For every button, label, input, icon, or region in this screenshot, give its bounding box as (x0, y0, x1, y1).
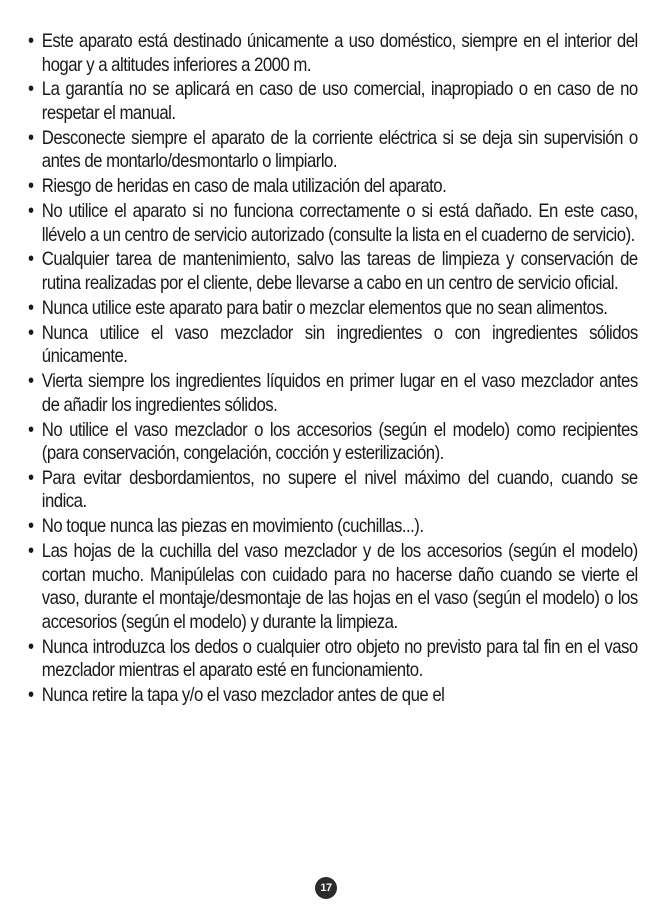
list-item: • Vierta siempre los ingredientes líquidos en primer lugar en el vaso mezclador antes de añadir los ingredientes sólidos. (28, 370, 638, 417)
safety-instructions-list (28, 30, 638, 709)
list-item: • Riesgo de heridas en caso de mala utilización del aparato. (28, 175, 638, 199)
list-item: • Nunca utilice el vaso mezclador sin ingredientes o con ingredientes sólidos únicamente. (28, 322, 638, 369)
page-number-badge: 17 (315, 877, 337, 899)
list-item: • Nunca utilice este aparato para batir o mezclar elementos que no sean alimentos. (28, 297, 638, 321)
list-item: • Este aparato está destinado únicamente a uso doméstico, siempre en el interior del hogar y a altitudes inferiores a 2000 m. (28, 30, 638, 77)
list-item: • Nunca retire la tapa y/o el vaso mezclador antes de que el (28, 684, 638, 708)
list-item: • La garantía no se aplicará en caso de uso comercial, inapropiado o en caso de no respetar el manual. (28, 78, 638, 125)
list-item: • Para evitar desbordamientos, no supere el nivel máximo del cuando, cuando se indica. (28, 467, 638, 514)
list-item: • No utilice el vaso mezclador o los accesorios (según el modelo) como recipientes (para conservación, congelación, cocción y esterilización). (28, 419, 638, 466)
list-item: • Las hojas de la cuchilla del vaso mezclador y de los accesorios (según el modelo) cortan mucho. Manipúlelas con cuidado para no hacerse daño cuando se vierte el vaso, durante el montaje/desmontaje de las hojas en el vaso (según el modelo) o los accesorios (según el modelo) y durante la limpieza. (28, 540, 638, 634)
list-item: • Nunca introduzca los dedos o cualquier otro objeto no previsto para tal fin en el vaso mezclador mientras el aparato esté en funcionamiento. (28, 636, 638, 683)
list-item: • No utilice el aparato si no funciona correctamente o si está dañado. En este caso, llévelo a un centro de servicio autorizado (consulte la lista en el cuaderno de servicio). (28, 200, 638, 247)
list-item: • No toque nunca las piezas en movimiento (cuchillas...). (28, 515, 638, 539)
list-item: • Desconecte siempre el aparato de la corriente eléctrica si se deja sin supervisión o antes de montarlo/desmontarlo o limpiarlo. (28, 127, 638, 174)
list-item: • Cualquier tarea de mantenimiento, salvo las tareas de limpieza y conservación de rutina realizadas por el cliente, debe llevarse a cabo en un centro de servicio oficial. (28, 248, 638, 295)
